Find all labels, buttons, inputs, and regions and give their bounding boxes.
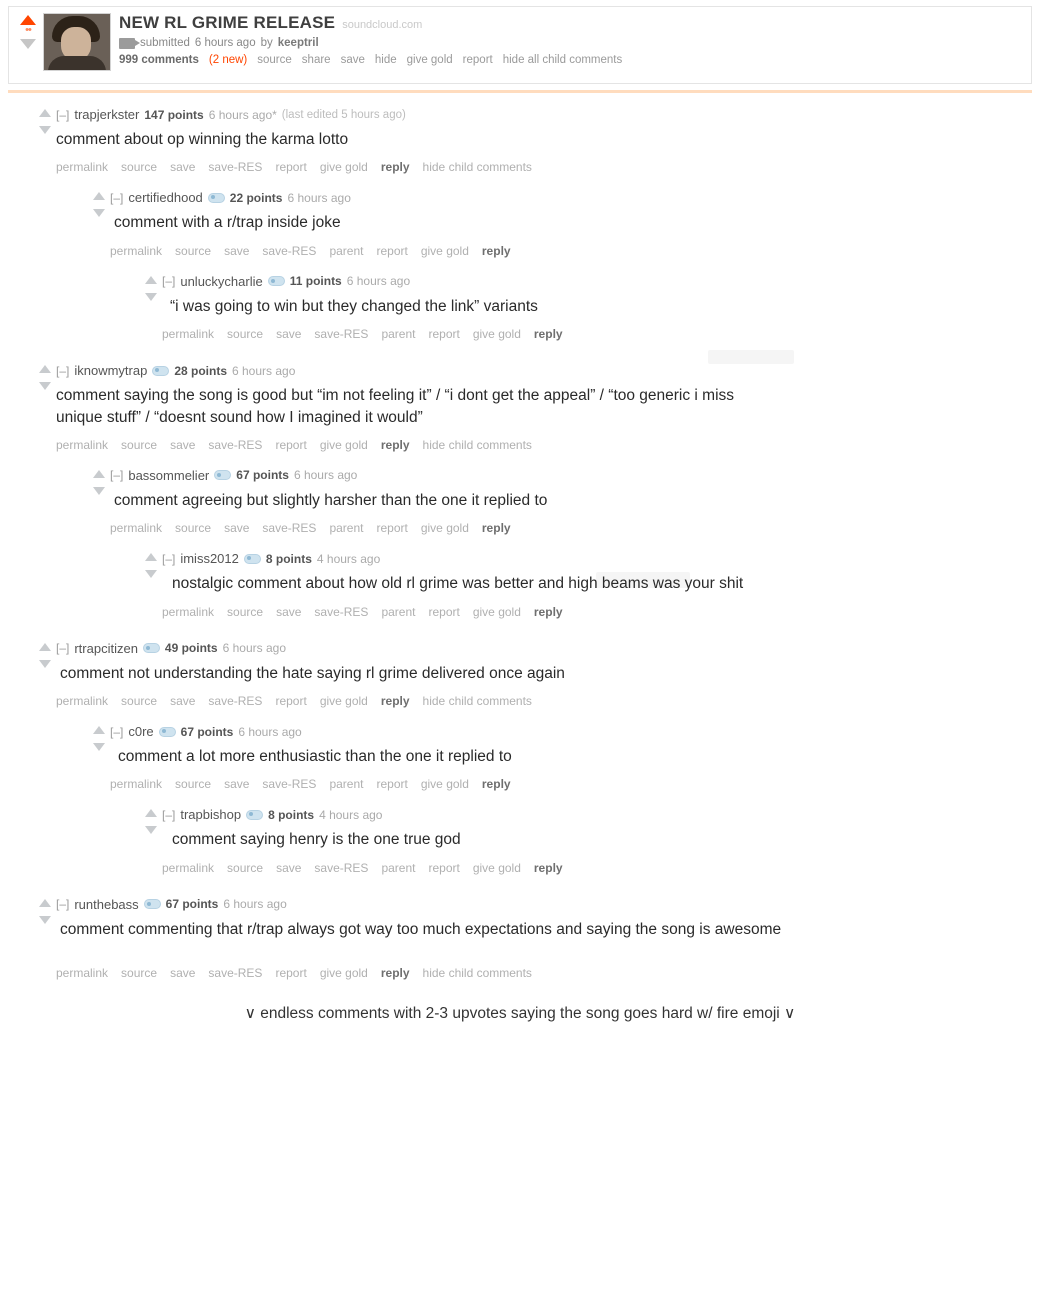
- comment-text: “i was going to win but they changed the link” variants: [170, 297, 538, 315]
- comment-points: 11 points: [289, 274, 342, 289]
- comment-link-parent[interactable]: parent: [381, 604, 416, 619]
- comment-link-permalink[interactable]: permalink: [162, 604, 215, 619]
- comment-link-report[interactable]: report: [428, 860, 460, 875]
- comment-points: 67 points: [236, 468, 289, 483]
- comment-link-save-res[interactable]: save-RES: [208, 160, 263, 175]
- page-root: [0, 6, 1040, 1306]
- comment-time: 6 hours ago: [223, 897, 287, 912]
- comment-points: 67 points: [165, 897, 219, 912]
- comment-link-report[interactable]: report: [275, 160, 307, 175]
- comment-author-link[interactable]: imiss2012: [180, 551, 239, 567]
- comment-link-save-res[interactable]: save-RES: [208, 694, 263, 708]
- comment-vote-group[interactable]: [34, 641, 56, 668]
- comment-vote-group[interactable]: [34, 897, 56, 924]
- comment-link-save[interactable]: save: [276, 604, 302, 619]
- comment-link-reply[interactable]: reply: [380, 437, 410, 452]
- downvote-arrow-icon[interactable]: [145, 826, 157, 834]
- comment-link-permalink[interactable]: permalink: [56, 966, 109, 981]
- comment-link-save[interactable]: save: [170, 160, 196, 175]
- comment-time: 6 hours ago: [293, 468, 358, 483]
- comment-action-bar: [56, 438, 1040, 452]
- upvote-arrow-icon[interactable]: [93, 192, 105, 200]
- comment-points: 49 points: [164, 641, 218, 656]
- comment-link-reply[interactable]: reply: [533, 860, 563, 875]
- comment-author-link[interactable]: trapjerkster: [74, 107, 140, 122]
- comment-link-save[interactable]: save: [276, 327, 302, 342]
- comment-link-give-gold[interactable]: give gold: [319, 160, 368, 175]
- comment-link-hide-child-comments[interactable]: hide child comments: [422, 694, 532, 708]
- comment-points: 8 points: [265, 551, 312, 566]
- comment-tagline: [162, 551, 1040, 566]
- by-label: by: [260, 37, 273, 49]
- comment-tagline: [56, 641, 1040, 656]
- comment-link-report[interactable]: report: [376, 777, 408, 792]
- comment-points: 28 points: [174, 363, 227, 378]
- comment-tagline: [110, 190, 1040, 205]
- post-action-bar: [119, 54, 1023, 66]
- comment-link-parent[interactable]: parent: [381, 327, 416, 342]
- comment-link-reply[interactable]: reply: [481, 243, 511, 258]
- comment-link-save-res[interactable]: save-RES: [262, 777, 317, 792]
- comment-time: 4 hours ago: [316, 551, 381, 566]
- comment-link-reply[interactable]: reply: [481, 521, 511, 536]
- comment-link-hide-child-comments[interactable]: hide child comments: [422, 966, 532, 981]
- comment-link-save-res[interactable]: save-RES: [208, 966, 263, 981]
- comment-time: 6 hours ago*: [208, 107, 277, 122]
- footer-note: ∨ endless comments with 2-3 upvotes saying the song goes hard w/ fire emoji ∨: [244, 1005, 796, 1023]
- comment-link-give-gold[interactable]: give gold: [319, 694, 368, 708]
- comment-author-link[interactable]: rtrapcitizen: [74, 640, 138, 656]
- post-thumbnail[interactable]: [43, 13, 111, 71]
- comment-vote-group[interactable]: [140, 274, 162, 301]
- gilded-badge-icon: [214, 470, 231, 480]
- comment-link-report[interactable]: report: [376, 243, 408, 258]
- upvote-arrow-icon[interactable]: [145, 553, 157, 561]
- post-action-hide[interactable]: hide: [374, 54, 397, 66]
- comment-author-link[interactable]: c0re: [128, 724, 154, 739]
- upvote-arrow-icon[interactable]: [39, 643, 51, 651]
- comment-vote-group[interactable]: [140, 551, 162, 578]
- comment-action-bar: [110, 777, 1040, 791]
- collapse-toggle[interactable]: [–]: [110, 724, 124, 739]
- comment-link-save[interactable]: save: [224, 521, 250, 536]
- comment-link-source[interactable]: source: [175, 521, 212, 536]
- comment-tagline: [110, 724, 1040, 739]
- post-vote-group[interactable]: [15, 13, 41, 49]
- collapse-toggle[interactable]: [–]: [56, 107, 70, 122]
- comment-thread-runthebass: [34, 897, 1040, 980]
- comment-link-reply[interactable]: reply: [380, 694, 410, 708]
- upvote-arrow-icon[interactable]: [145, 276, 157, 284]
- comment-time: 4 hours ago: [319, 807, 383, 822]
- collapse-toggle[interactable]: [–]: [56, 363, 70, 378]
- comment-link-save[interactable]: save: [224, 243, 250, 258]
- comment-tagline: [56, 897, 1040, 912]
- gilded-badge-icon: [246, 810, 263, 820]
- downvote-arrow-icon[interactable]: [93, 487, 105, 495]
- comment-author-link[interactable]: certifiedhood: [128, 190, 203, 206]
- comment-thread-trapbishop: [140, 807, 1040, 874]
- comment-text: comment with a r/trap inside joke: [114, 214, 341, 232]
- post-action-report[interactable]: report: [462, 54, 493, 66]
- comment-link-save-res[interactable]: save-RES: [314, 327, 369, 342]
- comment-link-parent[interactable]: parent: [329, 243, 364, 258]
- comment-link-give-gold[interactable]: give gold: [420, 243, 469, 258]
- comment-text: comment agreeing but slightly harsher than the one it replied to: [114, 491, 548, 509]
- post-action-hide-all-child-comments[interactable]: hide all child comments: [502, 54, 623, 66]
- comment-thread-trapjerkster: [34, 107, 1040, 341]
- upvote-arrow-icon[interactable]: [93, 726, 105, 734]
- comment-tagline: [56, 363, 1040, 378]
- comment-link-source[interactable]: source: [175, 243, 212, 258]
- post-action-give-gold[interactable]: give gold: [406, 54, 453, 66]
- comment-action-bar: [162, 327, 1040, 341]
- comment-link-permalink[interactable]: permalink: [110, 521, 163, 536]
- comment-link-save[interactable]: save: [276, 860, 302, 875]
- comment-link-permalink[interactable]: permalink: [162, 327, 215, 342]
- comment-edited-note: (last edited 5 hours ago): [281, 108, 406, 121]
- gilded-badge-icon: [244, 554, 261, 564]
- comment-text: comment saying the song is good but “im not feeling it” / “i dont get the appeal” / “too generic i miss unique stuff” / “doesnt sound how I imagined it would”: [56, 387, 735, 426]
- comment-author-link[interactable]: iknowmytrap: [74, 363, 148, 379]
- downvote-arrow-icon[interactable]: [145, 293, 157, 301]
- gilded-badge-icon: [159, 727, 176, 737]
- comment-link-save[interactable]: save: [170, 694, 196, 708]
- new-comments-badge: (2 new): [208, 54, 248, 66]
- comment-text: comment about op winning the karma lotto: [56, 131, 349, 148]
- comment-link-give-gold[interactable]: give gold: [472, 604, 521, 619]
- gilded-badge-icon: [268, 276, 285, 286]
- gilded-badge-icon: [208, 193, 225, 203]
- comment-author-link[interactable]: bassommelier: [128, 467, 210, 483]
- collapse-toggle[interactable]: [–]: [110, 190, 124, 205]
- comment-action-bar: [162, 605, 1040, 619]
- comment-link-permalink[interactable]: permalink: [56, 437, 109, 452]
- comment-link-report[interactable]: report: [428, 604, 460, 619]
- downvote-arrow-icon[interactable]: [93, 743, 105, 751]
- comment-action-bar: [162, 861, 1040, 875]
- comment-link-hide-child-comments[interactable]: hide child comments: [422, 160, 532, 175]
- post-action-save[interactable]: save: [340, 54, 365, 66]
- comment-time: 6 hours ago: [346, 274, 411, 289]
- comment-action-bar: [56, 694, 1040, 708]
- comment-link-save-res[interactable]: save-RES: [208, 437, 263, 452]
- collapse-toggle[interactable]: [–]: [162, 274, 176, 289]
- comment-link-source[interactable]: source: [121, 437, 158, 452]
- comment-time: 6 hours ago: [232, 363, 296, 378]
- comment-vote-group[interactable]: [88, 724, 110, 751]
- comment-thread-imiss2012: [140, 551, 1040, 618]
- comment-points: 22 points: [229, 190, 283, 205]
- post-author-link[interactable]: keeptril: [277, 37, 319, 49]
- comment-vote-group[interactable]: [88, 190, 110, 217]
- comment-thread-c0re: [88, 724, 1040, 875]
- collapse-toggle[interactable]: [–]: [162, 807, 176, 822]
- comment-link-report[interactable]: report: [428, 327, 460, 342]
- comment-link-reply[interactable]: reply: [380, 160, 410, 175]
- upvote-arrow-icon[interactable]: [39, 899, 51, 907]
- comment-link-source[interactable]: source: [175, 777, 212, 792]
- collapse-toggle[interactable]: [–]: [56, 641, 70, 656]
- comment-link-parent[interactable]: parent: [381, 860, 416, 875]
- comment-link-give-gold[interactable]: give gold: [319, 437, 368, 452]
- downvote-arrow-icon[interactable]: [39, 916, 51, 924]
- comment-action-bar: [110, 244, 1040, 258]
- submitted-label: submitted: [140, 37, 190, 49]
- downvote-arrow-icon[interactable]: [20, 39, 36, 49]
- comment-link-save[interactable]: save: [170, 966, 196, 981]
- comment-link-permalink[interactable]: permalink: [162, 860, 215, 875]
- collapse-toggle[interactable]: [–]: [56, 897, 70, 912]
- upvote-arrow-icon[interactable]: [39, 109, 51, 117]
- comment-author-link[interactable]: trapbishop: [180, 807, 242, 823]
- comment-link-parent[interactable]: parent: [329, 777, 364, 792]
- comment-thread-bassommelier: [88, 468, 1040, 619]
- score-hidden-dots: ••: [25, 24, 31, 36]
- comment-link-give-gold[interactable]: give gold: [472, 860, 521, 875]
- comment-text: comment commenting that r/trap always got way too much expectations and saying the song is awesome: [60, 920, 782, 938]
- comment-link-give-gold[interactable]: give gold: [472, 327, 521, 342]
- comment-link-save-res[interactable]: save-RES: [262, 521, 317, 536]
- comment-link-save[interactable]: save: [224, 777, 250, 792]
- comment-count[interactable]: 999 comments: [119, 54, 199, 66]
- comment-link-reply[interactable]: reply: [481, 777, 511, 792]
- comment-text: comment saying henry is the one true god: [172, 831, 461, 849]
- comment-vote-group[interactable]: [88, 468, 110, 495]
- comment-link-permalink[interactable]: permalink: [56, 694, 109, 708]
- submitted-time: 6 hours ago: [194, 37, 256, 49]
- comment-link-permalink[interactable]: permalink: [56, 160, 109, 175]
- downvote-arrow-icon[interactable]: [39, 126, 51, 134]
- comment-link-source[interactable]: source: [227, 604, 264, 619]
- post-container: [8, 6, 1032, 84]
- comment-link-source[interactable]: source: [227, 860, 264, 875]
- gilded-badge-icon: [144, 899, 161, 909]
- comment-link-report[interactable]: report: [376, 521, 408, 536]
- comment-link-source[interactable]: source: [227, 327, 264, 342]
- post-title[interactable]: NEW RL GRIME RELEASE: [119, 13, 336, 32]
- comment-link-hide-child-comments[interactable]: hide child comments: [422, 437, 532, 452]
- comment-link-source[interactable]: source: [121, 966, 158, 981]
- post-action-source[interactable]: source: [257, 54, 292, 66]
- comment-time: 6 hours ago: [238, 724, 302, 739]
- comment-link-reply[interactable]: reply: [533, 604, 563, 619]
- comment-points: 147 points: [144, 107, 204, 122]
- post-action-share[interactable]: share: [301, 54, 331, 66]
- comment-author-link[interactable]: unluckycharlie: [180, 273, 263, 289]
- comment-link-source[interactable]: source: [121, 160, 158, 175]
- comment-points: 67 points: [180, 724, 234, 739]
- comment-link-source[interactable]: source: [121, 694, 158, 708]
- downvote-arrow-icon[interactable]: [39, 382, 51, 390]
- comment-link-parent[interactable]: parent: [329, 521, 364, 536]
- comment-time: 6 hours ago: [222, 641, 286, 656]
- comment-link-reply[interactable]: reply: [533, 327, 563, 342]
- comment-vote-group[interactable]: [34, 107, 56, 134]
- post-submission-line: [119, 37, 1023, 49]
- collapse-toggle[interactable]: [–]: [162, 551, 176, 566]
- comment-link-save-res[interactable]: save-RES: [314, 604, 369, 619]
- comment-tagline: [110, 468, 1040, 483]
- comment-vote-group[interactable]: [140, 807, 162, 834]
- comment-time: 6 hours ago: [287, 190, 351, 205]
- post-domain[interactable]: soundcloud.com: [342, 19, 423, 31]
- comment-action-bar: [56, 160, 1040, 174]
- comments-list: [0, 93, 1040, 1023]
- comment-tagline: [56, 107, 1040, 122]
- gilded-badge-icon: [152, 366, 169, 376]
- upvote-arrow-icon[interactable]: [145, 809, 157, 817]
- comment-link-report[interactable]: report: [275, 966, 307, 981]
- comment-thread-certifiedhood: [88, 190, 1040, 341]
- background-placeholder: [708, 350, 794, 364]
- comment-thread-rtrapcitizen: [34, 641, 1040, 875]
- comment-link-report[interactable]: report: [275, 437, 307, 452]
- comment-link-save[interactable]: save: [170, 437, 196, 452]
- upvote-arrow-icon[interactable]: [93, 470, 105, 478]
- comment-link-give-gold[interactable]: give gold: [420, 777, 469, 792]
- gilded-badge-icon: [143, 643, 160, 653]
- comment-link-give-gold[interactable]: give gold: [420, 521, 469, 536]
- comment-text: comment a lot more enthusiastic than the one it replied to: [118, 748, 512, 765]
- downvote-arrow-icon[interactable]: [145, 570, 157, 578]
- comment-tagline: [162, 807, 1040, 822]
- comment-link-permalink[interactable]: permalink: [110, 777, 163, 792]
- comment-action-bar: [56, 966, 1040, 980]
- comment-author-link[interactable]: runthebass: [74, 896, 139, 912]
- downvote-arrow-icon[interactable]: [93, 209, 105, 217]
- comment-link-give-gold[interactable]: give gold: [319, 966, 368, 981]
- comment-link-reply[interactable]: reply: [380, 966, 410, 981]
- comment-vote-group[interactable]: [34, 363, 56, 390]
- video-camera-icon: [119, 38, 135, 49]
- comment-thread-iknowmytrap: [34, 363, 1040, 619]
- downvote-arrow-icon[interactable]: [39, 660, 51, 668]
- comment-link-permalink[interactable]: permalink: [110, 243, 163, 258]
- comment-link-save-res[interactable]: save-RES: [262, 243, 317, 258]
- comment-text: comment not understanding the hate saying rl grime delivered once again: [60, 664, 565, 682]
- comment-points: 8 points: [268, 807, 315, 822]
- comment-action-bar: [110, 521, 1040, 535]
- comment-text: nostalgic comment about how old rl grime was better and high beams was your shit: [172, 575, 744, 593]
- comment-link-report[interactable]: report: [275, 694, 307, 708]
- upvote-arrow-icon[interactable]: [39, 365, 51, 373]
- comment-link-save-res[interactable]: save-RES: [314, 860, 369, 875]
- comment-tagline: [162, 274, 1040, 289]
- comment-thread-unluckycharlie: [140, 274, 1040, 341]
- collapse-toggle[interactable]: [–]: [110, 468, 124, 483]
